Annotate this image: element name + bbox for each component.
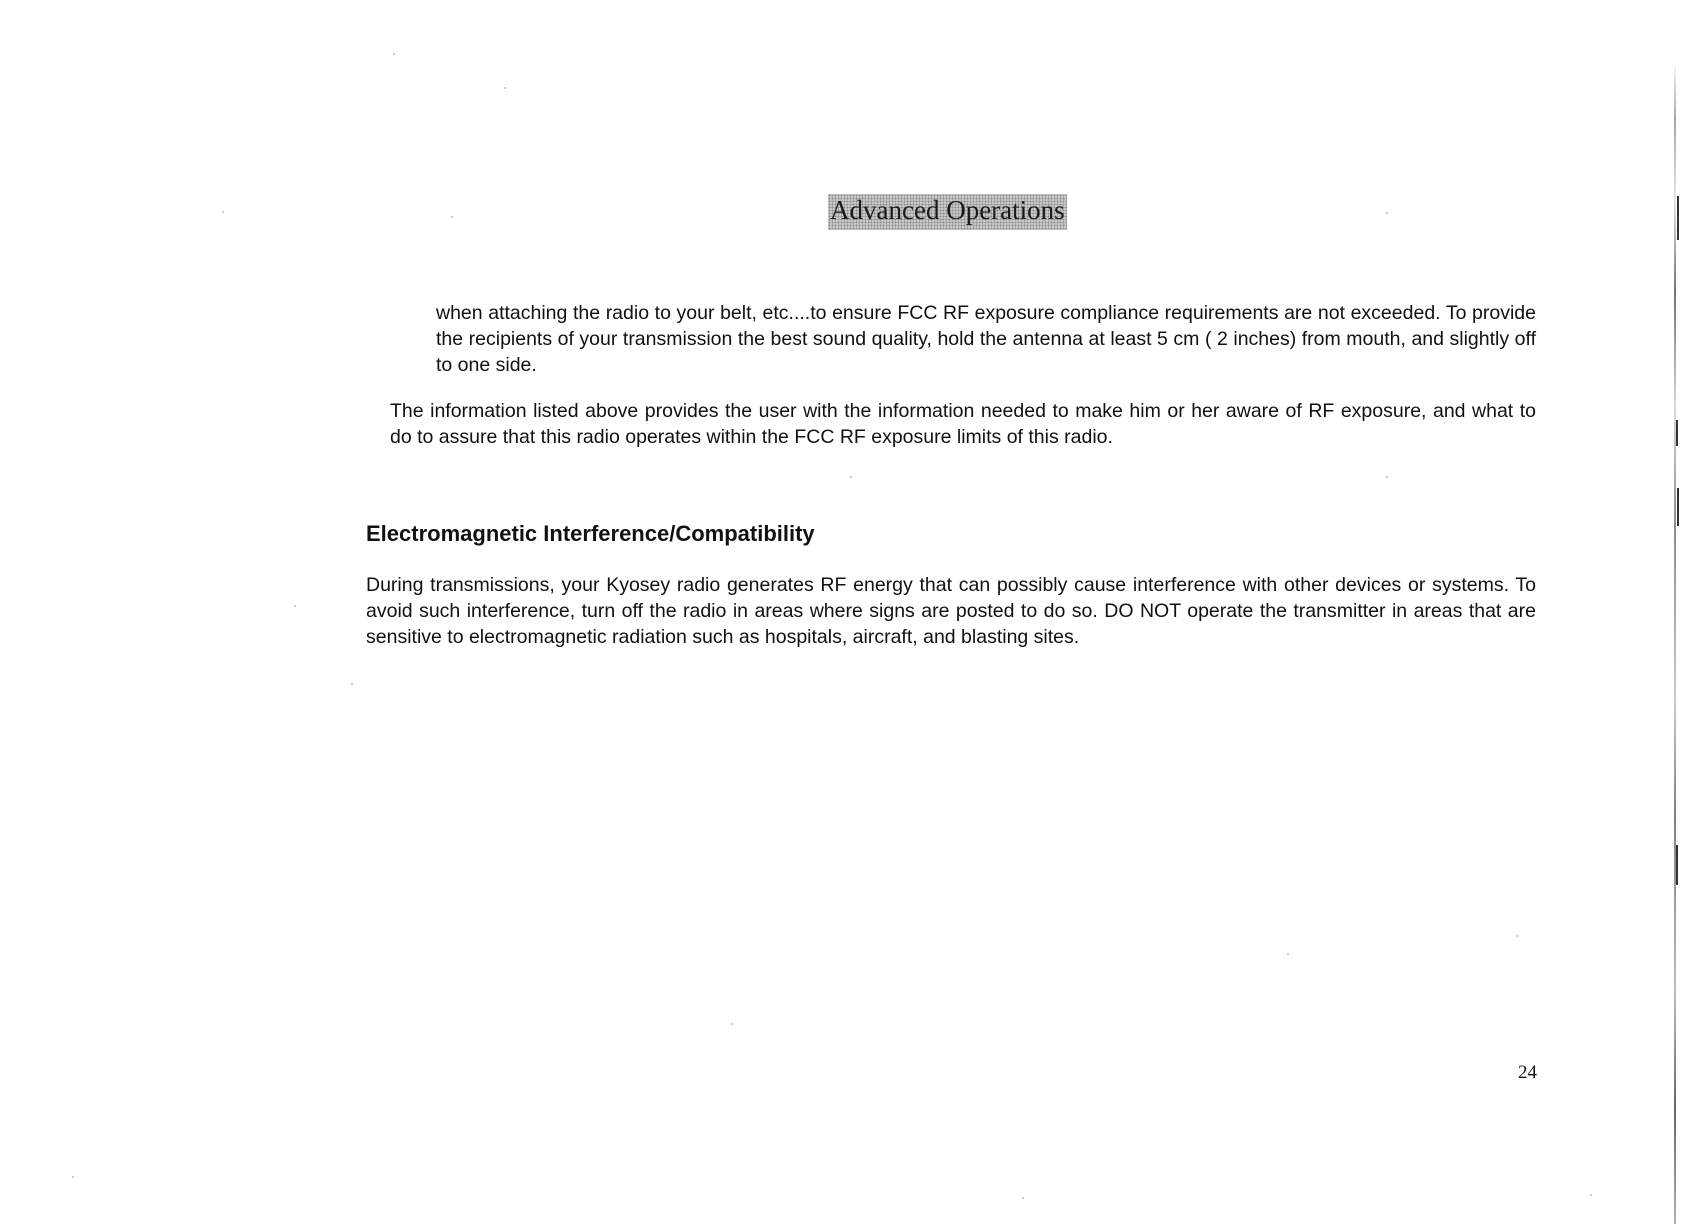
scan-speck — [451, 216, 453, 218]
scan-mark — [1677, 488, 1679, 526]
page-header-title: Advanced Operations — [828, 194, 1067, 230]
scan-mark — [1676, 420, 1678, 446]
scan-speck — [222, 211, 224, 213]
scan-mark — [1676, 845, 1678, 885]
scan-edge-line — [1674, 60, 1676, 1224]
scan-speck — [294, 605, 296, 607]
emi-paragraph: During transmissions, your Kyosey radio generates RF energy that can possibly cause interference with other devices or systems. To avoid such interference, turn off the radio in areas where signs are posted to do so. DO NOT operate the transmitter in areas that are sensitive to electromagnetic radiation such as hospitals, aircraft, and blasting sites. — [366, 574, 1536, 648]
scan-speck — [393, 53, 395, 55]
scan-speck — [1287, 953, 1289, 955]
scan-speck — [850, 476, 852, 478]
scan-speck — [504, 87, 506, 89]
continuation-paragraph: when attaching the radio to your belt, etc....to ensure FCC RF exposure compliance requirements are not exceeded. To provide the recipients of your transmission the best sound quality, hold the antenna at least 5 cm ( 2 inches) from mouth, and slightly off to one side. — [436, 302, 1536, 376]
scan-speck — [1516, 935, 1518, 937]
scan-speck — [1590, 1194, 1592, 1196]
scan-mark — [1677, 196, 1679, 240]
scan-speck — [72, 1176, 74, 1178]
scan-speck — [1386, 476, 1388, 478]
rf-exposure-info-paragraph: The information listed above provides the user with the information needed to make him or her aware of RF exposure, and what to do to assure that this radio operates within the FCC RF exposure limits of this radio. — [390, 400, 1536, 448]
scan-speck — [351, 683, 353, 685]
scan-speck — [731, 1023, 733, 1025]
page-number: 24 — [1518, 1062, 1537, 1083]
scan-speck — [1386, 212, 1388, 214]
section-heading-emi: Electromagnetic Interference/Compatibility — [366, 521, 815, 546]
scan-speck — [1022, 1197, 1024, 1199]
